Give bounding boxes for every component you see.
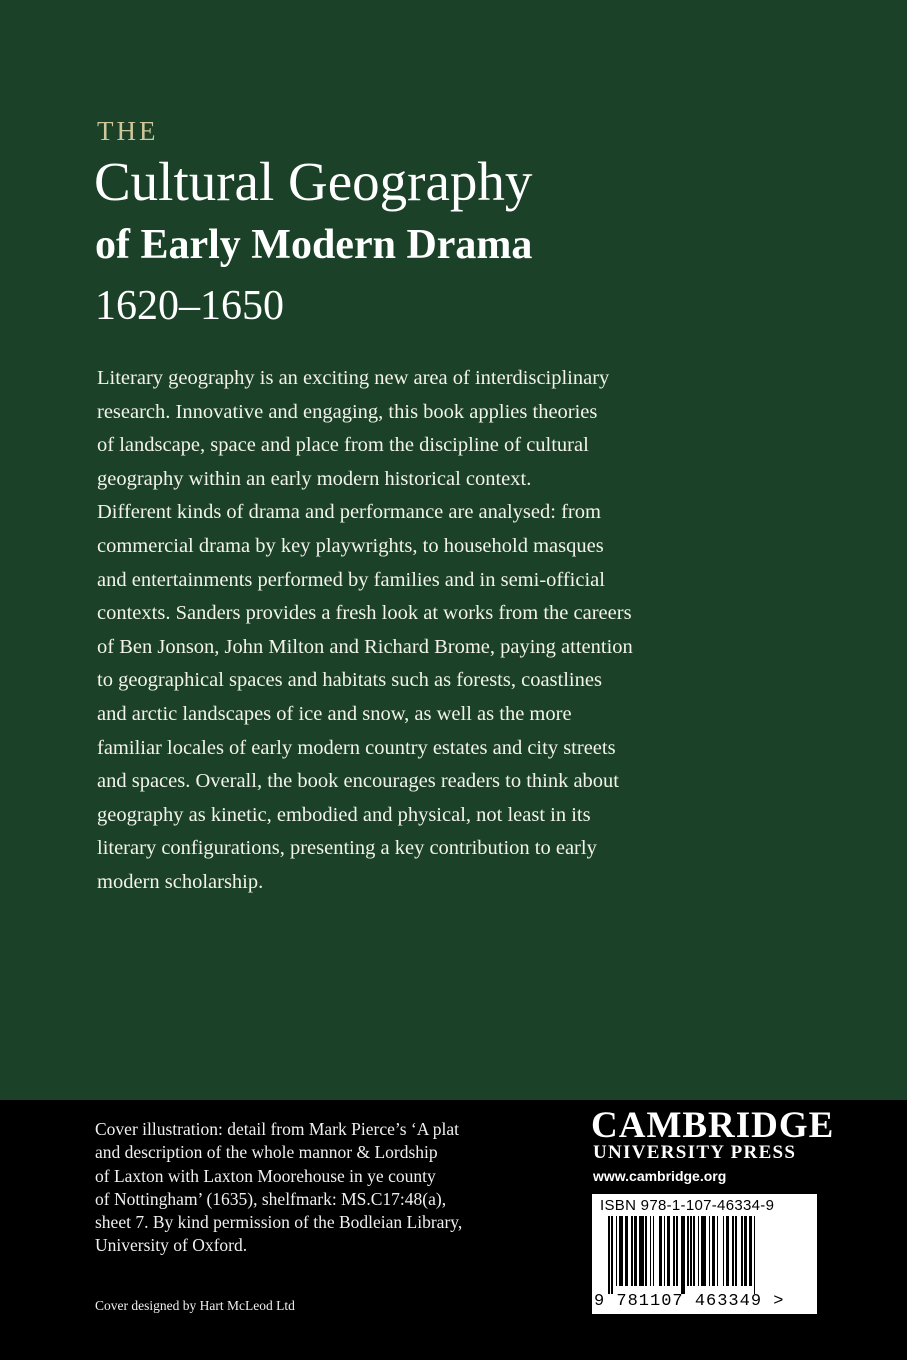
blurb-line: and arctic landscapes of ice and snow, as well as the more [97,702,572,725]
barcode-bar [659,1216,662,1286]
publisher-url: www.cambridge.org [593,1168,727,1184]
credit-line: of Nottingham’ (1635), shelfmark: MS.C17:48(a), [95,1188,447,1209]
title-the: THE [97,116,159,146]
barcode-bar [717,1216,719,1286]
title-line-2: of Early Modern Drama [95,222,533,268]
blurb-line: modern scholarship. [97,870,264,893]
title-line-1: Cultural Geography [94,151,533,212]
barcode-bar [667,1216,670,1286]
barcode-bar [650,1216,652,1286]
designer-credit: Cover designed by Hart McLeod Ltd [95,1298,295,1313]
barcode-bar [676,1216,678,1286]
blurb-line: Different kinds of drama and performance are analysed: from [97,501,601,524]
barcode-digits: 9 781107 463349 > [594,1292,785,1311]
blurb-line: familiar locales of early modern country estates and city streets [97,736,616,759]
barcode-bar [673,1216,675,1286]
barcode-bar [664,1216,666,1286]
blurb-line: and spaces. Overall, the book encourages readers to think about [97,770,619,793]
barcode-bar [693,1216,695,1286]
blurb-line: research. Innovative and engaging, this book applies theories [97,400,598,423]
barcode-bar [744,1216,747,1286]
credit-line: of Laxton with Laxton Moorehouse in ye county [95,1165,436,1186]
credit-line: Cover illustration: detail from Mark Pierce’s ‘A plat [95,1119,460,1139]
blurb-line: contexts. Sanders provides a fresh look at works from the careers [97,602,632,625]
blurb-line: Literary geography is an exciting new area of interdisciplinary [97,367,610,389]
barcode-box [592,1194,817,1314]
credit-line: and description of the whole mannor & Lordship [95,1142,438,1163]
isbn-label: ISBN 978-1-107-46334-9 [600,1197,775,1214]
barcode-bar [616,1216,618,1286]
barcode-bar [687,1216,689,1286]
barcode-bar [645,1216,647,1286]
blurb-line: literary configurations, presenting a key contribution to early [97,837,597,860]
barcode-bar [726,1216,729,1286]
barcode-bar [653,1216,655,1286]
barcode-bar [690,1216,692,1286]
barcode-bar [749,1216,752,1286]
barcode-bar [709,1216,711,1286]
credit-line: University of Oxford. [95,1235,248,1256]
publisher-name: CAMBRIDGE [591,1105,835,1146]
barcode-bar [611,1216,613,1294]
barcode-bar [698,1216,700,1286]
book-blurb [97,362,737,900]
barcode-bar [712,1216,715,1286]
barcode-bar [639,1216,644,1286]
barcode-bar [732,1216,734,1286]
blurb-line: of landscape, space and place from the discipline of cultural [97,434,589,457]
publisher-subname: UNIVERSITY PRESS [593,1142,797,1163]
blurb-line: and entertainments performed by families and in semi-official [97,568,605,591]
barcode-bar [634,1216,637,1286]
barcode-bar [723,1216,725,1286]
blurb-line: of Ben Jonson, John Milton and Richard Brome, paying attention [97,635,633,658]
barcode-bar [619,1216,624,1286]
barcode-bar [608,1216,610,1294]
credit-line: sheet 7. By kind permission of the Bodleian Library, [95,1212,463,1233]
barcode-bars [608,1216,808,1294]
barcode-bar [754,1216,756,1294]
title-line-3: 1620–1650 [95,283,284,329]
barcode-bar [735,1216,737,1286]
barcode-bar [681,1216,686,1294]
blurb-line: geography within an early modern historical context. [97,467,532,490]
barcode-bar [631,1216,633,1286]
barcode-bar [741,1216,743,1286]
barcode-bar [625,1216,628,1286]
barcode-bar [701,1216,706,1286]
blurb-line: to geographical spaces and habitats such as forests, coastlines [97,669,602,692]
blurb-line: commercial drama by key playwrights, to household masques [97,534,604,557]
cover-credit [95,1118,535,1258]
blurb-line: geography as kinetic, embodied and physical, not least in its [97,803,591,826]
